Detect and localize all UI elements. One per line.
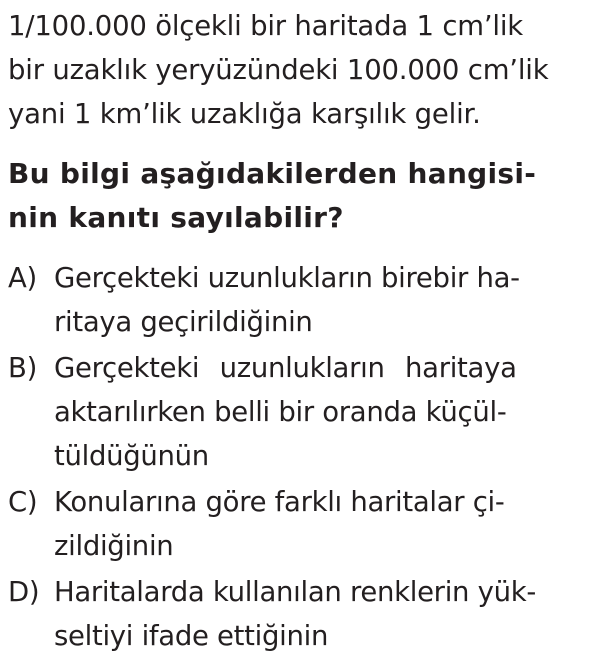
option-text <box>54 256 584 344</box>
option-line: Gerçekteki uzunlukların haritaya <box>54 352 517 384</box>
stem-line: 1/100.000 ölçekli bir haritada 1 cm’lik <box>8 10 524 42</box>
answer-options <box>8 256 584 660</box>
option-text <box>54 570 584 658</box>
option-text <box>54 346 584 478</box>
option-line: aktarılırken belli bir oranda küçül- <box>54 396 507 428</box>
question-stem <box>8 4 584 136</box>
option-letter: C) <box>8 486 38 518</box>
option-d[interactable] <box>8 570 584 658</box>
option-letter: A) <box>8 262 37 294</box>
question-prompt <box>8 152 584 240</box>
option-line: ritaya geçirildiğinin <box>54 306 313 338</box>
prompt-line: Bu bilgi aşağıdakilerden hangisi- <box>8 157 537 190</box>
option-letter: D) <box>8 576 40 608</box>
prompt-line: nin kanıtı sayılabilir? <box>8 201 344 234</box>
option-line: Gerçekteki uzunlukların birebir ha- <box>54 262 520 294</box>
option-line: seltiyi ifade ettiğinin <box>54 620 329 652</box>
option-line: Konularına göre farklı haritalar çi- <box>54 486 505 518</box>
option-c[interactable] <box>8 480 584 568</box>
option-letter: B) <box>8 352 37 384</box>
stem-line: bir uzaklık yeryüzündeki 100.000 cm’lik <box>8 54 549 86</box>
option-text <box>54 480 584 568</box>
option-a[interactable] <box>8 256 584 344</box>
option-line: Haritalarda kullanılan renklerin yük- <box>54 576 536 608</box>
stem-line: yani 1 km’lik uzaklığa karşılık gelir. <box>8 98 481 130</box>
option-line: tüldüğünün <box>54 440 209 472</box>
option-line: zildiğinin <box>54 530 174 562</box>
option-b[interactable] <box>8 346 584 478</box>
